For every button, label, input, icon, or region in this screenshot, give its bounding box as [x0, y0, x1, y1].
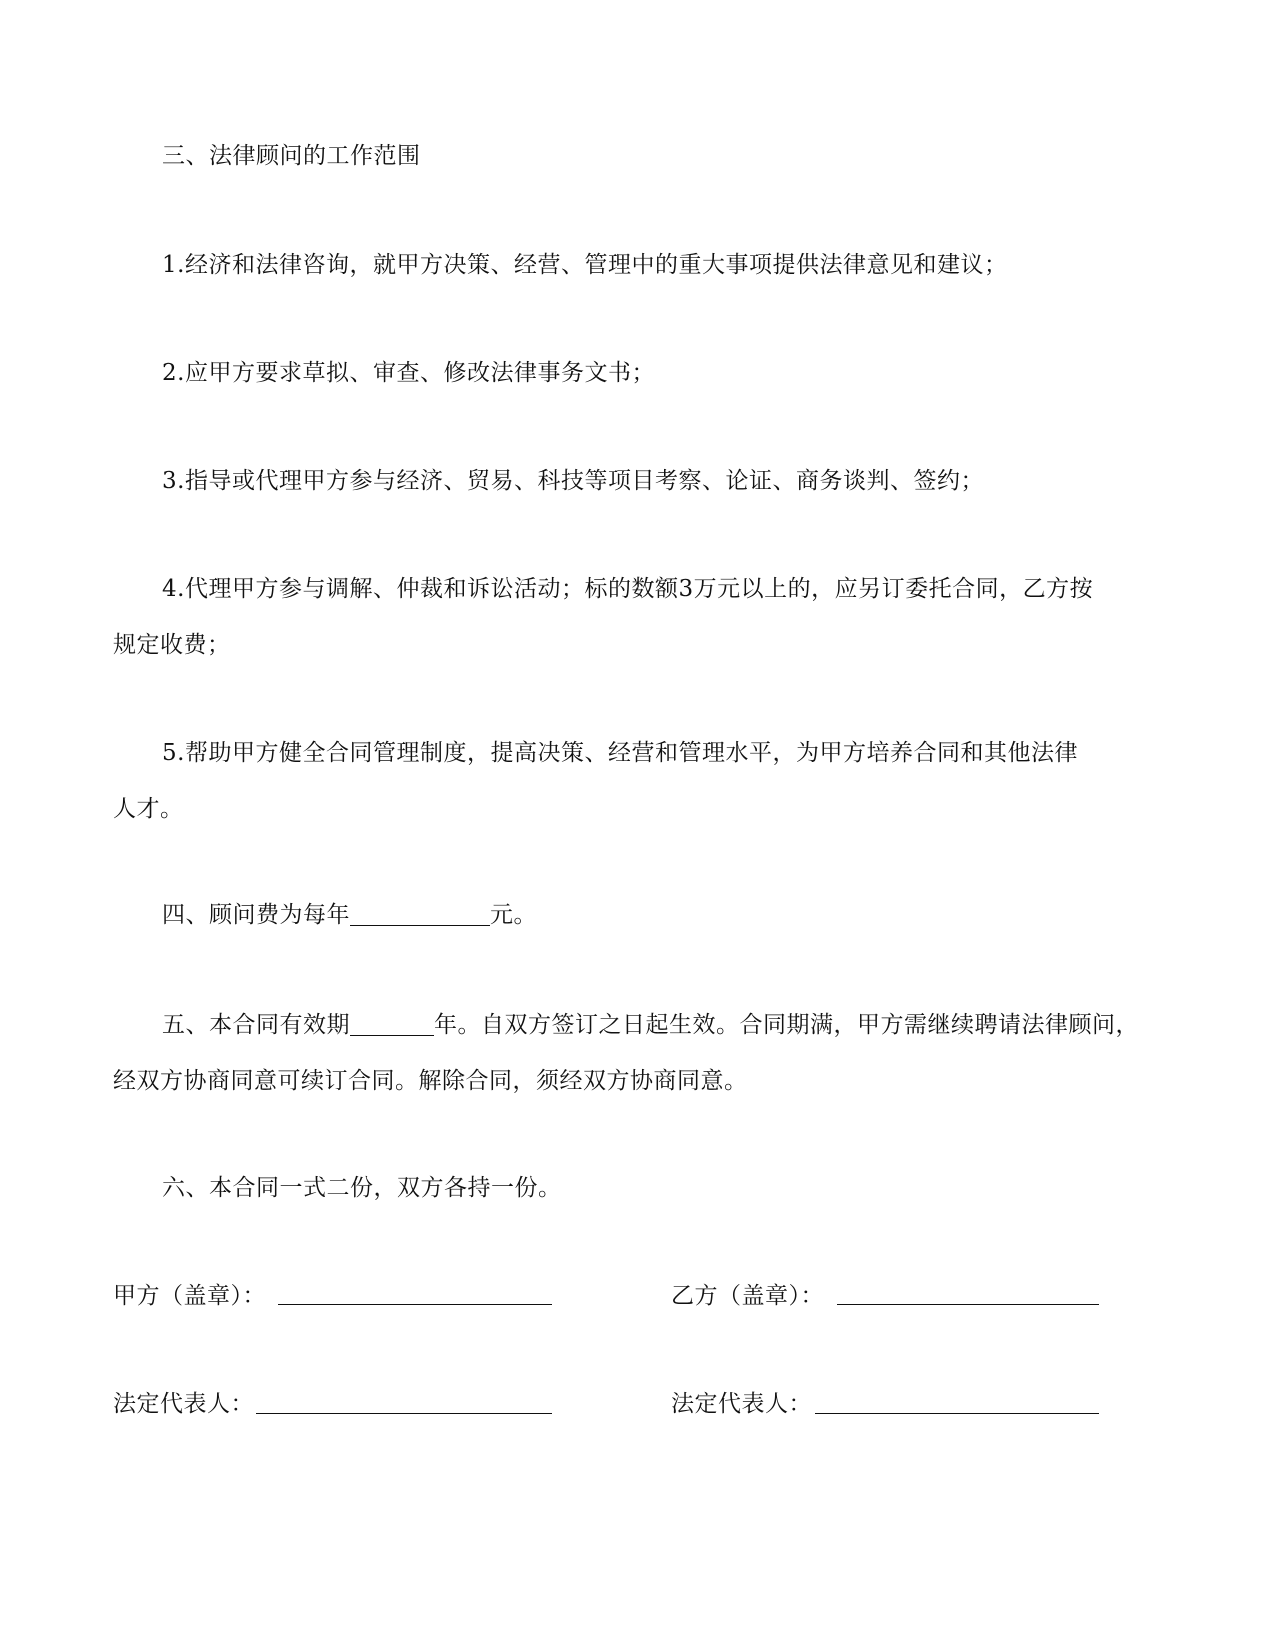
scope-item-3: 3.指导或代理甲方参与经济、贸易、科技等项目考察、论证、商务谈判、签约； [162, 468, 984, 494]
section5-line-2: 经双方协商同意可续订合同。解除合同，须经双方协商同意。 [113, 1068, 748, 1094]
fee-blank[interactable] [350, 903, 490, 926]
section3-heading: 三、法律顾问的工作范围 [162, 143, 421, 169]
section4-suffix: 元。 [490, 902, 537, 928]
party-a-seal-label: 甲方（盖章）： [113, 1283, 266, 1309]
scope-item-5-line-2: 人才。 [113, 796, 184, 822]
party-b-rep-line[interactable] [815, 1413, 1099, 1414]
party-a-rep-label: 法定代表人： [113, 1391, 254, 1417]
section5-line-1 [162, 1010, 1139, 1040]
term-years-blank[interactable] [350, 1013, 434, 1036]
section6: 六、本合同一式二份，双方各持一份。 [162, 1175, 562, 1201]
party-a-seal-line[interactable] [278, 1304, 552, 1305]
scope-item-2: 2.应甲方要求草拟、审查、修改法律事务文书； [162, 360, 655, 386]
scope-item-4-line-2: 规定收费； [113, 632, 231, 658]
party-b-seal-label: 乙方（盖章）： [671, 1283, 824, 1309]
section5-prefix: 五、本合同有效期 [162, 1012, 350, 1038]
section5-suffix: 年。自双方签订之日起生效。合同期满，甲方需继续聘请法律顾问， [434, 1012, 1139, 1038]
section4-fee [162, 900, 537, 930]
section4-prefix: 四、顾问费为每年 [162, 902, 350, 928]
scope-item-4-line-1: 4.代理甲方参与调解、仲裁和诉讼活动；标的数额3万元以上的，应另订委托合同，乙方按 [162, 576, 1094, 602]
party-a-rep-line[interactable] [256, 1413, 552, 1414]
scope-item-1: 1.经济和法律咨询，就甲方决策、经营、管理中的重大事项提供法律意见和建议； [162, 252, 1008, 278]
party-b-rep-label: 法定代表人： [671, 1391, 812, 1417]
party-b-seal-line[interactable] [837, 1304, 1099, 1305]
scope-item-5-line-1: 5.帮助甲方健全合同管理制度，提高决策、经营和管理水平，为甲方培养合同和其他法律 [162, 740, 1078, 766]
